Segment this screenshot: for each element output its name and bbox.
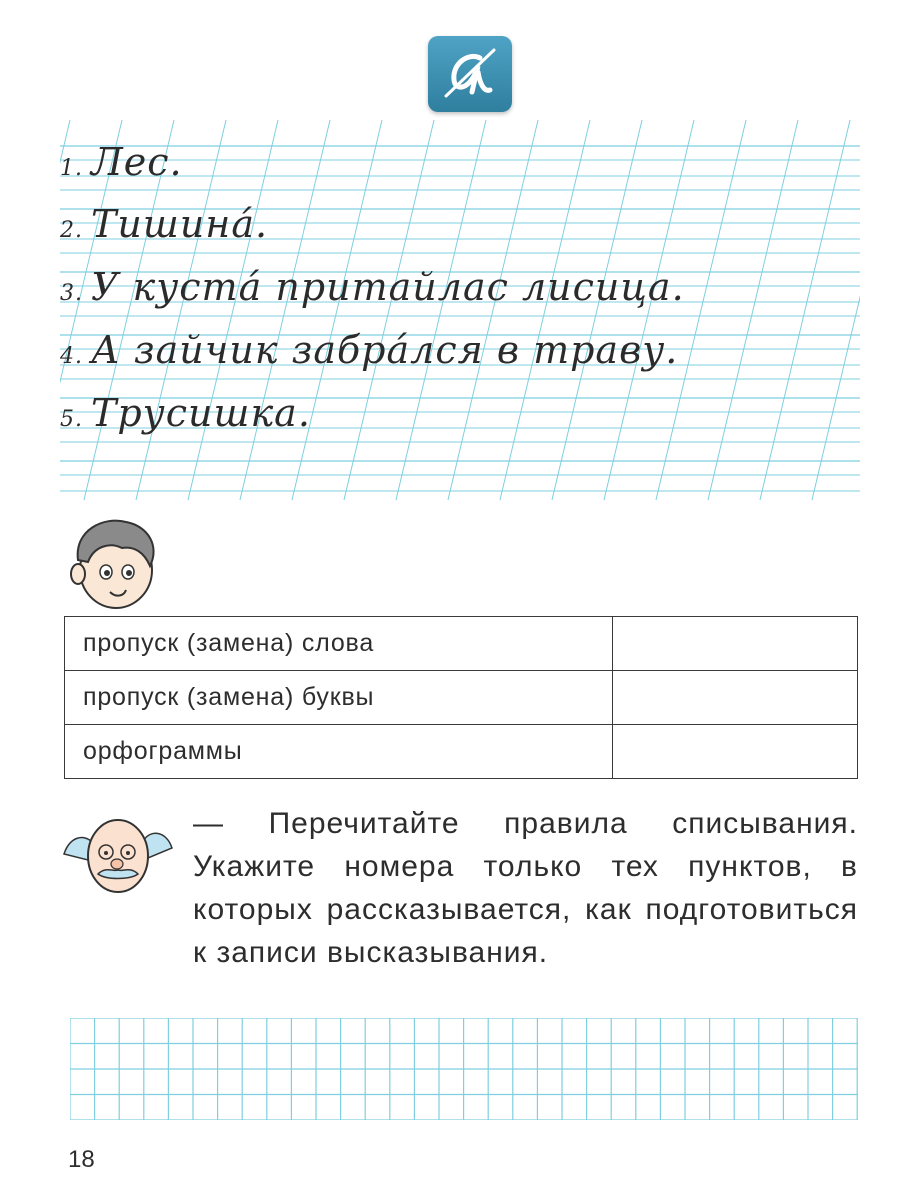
table-row: [65, 671, 858, 725]
answer-grid[interactable]: [70, 1018, 858, 1120]
error-legend-table: [64, 616, 858, 779]
legend-label: пропуск (замена) буквы: [65, 671, 613, 725]
copybook-line: 1. Лес.: [60, 140, 183, 184]
boy-character-icon: [64, 512, 174, 612]
copybook-writing-area: [60, 120, 860, 500]
copybook-line: 4. А зайчик забра́лся в траву.: [60, 328, 679, 372]
instruction-text: — Перечитайте правила списывания. Укажите номера только тех пунктов, в которых рассказывается, как подготовиться к записи высказывания.: [193, 807, 858, 969]
copybook-line: 3. У куста́ притайлас лисица.: [60, 265, 685, 309]
copybook-line: 5. Трусишка.: [60, 391, 311, 435]
legend-answer-cell[interactable]: [613, 617, 858, 671]
cursive-a-icon: [428, 36, 512, 112]
legend-label: пропуск (замена) слова: [65, 617, 613, 671]
copybook-line: 2. Тишина́.: [60, 202, 269, 246]
legend-answer-cell[interactable]: [613, 725, 858, 779]
table-row: [65, 725, 858, 779]
table-row: [65, 617, 858, 671]
page-number: 18: [68, 1146, 95, 1173]
legend-answer-cell[interactable]: [613, 671, 858, 725]
teacher-character-icon: [62, 808, 174, 898]
legend-label: орфограммы: [65, 725, 613, 779]
